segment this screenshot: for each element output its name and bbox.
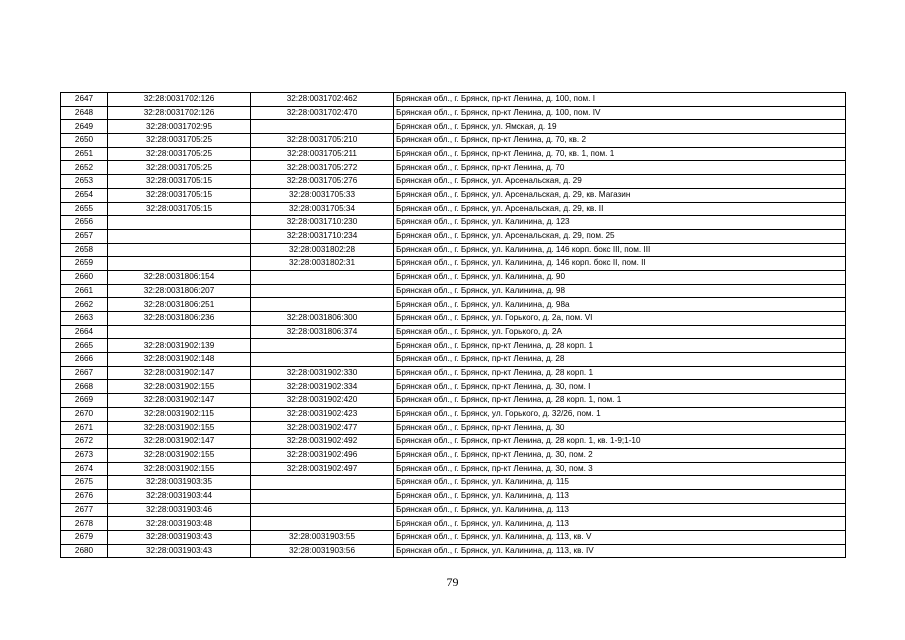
land-cadastral-number-cell xyxy=(108,229,251,243)
address-cell: Брянская обл., г. Брянск, ул. Арсенальская, д. 29, пом. 25 xyxy=(394,229,846,243)
address-cell: Брянская обл., г. Брянск, пр-кт Ленина, д. 30, пом. 3 xyxy=(394,462,846,476)
address-cell: Брянская обл., г. Брянск, пр-кт Ленина, д. 30, пом. 2 xyxy=(394,448,846,462)
object-cadastral-number-cell: 32:28:0031902:420 xyxy=(251,394,394,408)
object-cadastral-number-cell: 32:28:0031705:272 xyxy=(251,161,394,175)
table-row xyxy=(61,120,846,134)
object-cadastral-number-cell xyxy=(251,284,394,298)
row-number-cell: 2669 xyxy=(61,394,108,408)
table-row xyxy=(61,147,846,161)
table-row xyxy=(61,531,846,545)
address-cell: Брянская обл., г. Брянск, пр-кт Ленина, д. 70, кв. 2 xyxy=(394,134,846,148)
table-row xyxy=(61,134,846,148)
object-cadastral-number-cell: 32:28:0031902:330 xyxy=(251,366,394,380)
table-row xyxy=(61,229,846,243)
address-cell: Брянская обл., г. Брянск, пр-кт Ленина, д. 28 корп. 1, пом. 1 xyxy=(394,394,846,408)
table-row xyxy=(61,284,846,298)
row-number-cell: 2654 xyxy=(61,188,108,202)
table-row xyxy=(61,380,846,394)
land-cadastral-number-cell: 32:28:0031806:251 xyxy=(108,298,251,312)
address-cell: Брянская обл., г. Брянск, ул. Горького, д. 32/26, пом. 1 xyxy=(394,407,846,421)
table-row xyxy=(61,175,846,189)
object-cadastral-number-cell xyxy=(251,503,394,517)
row-number-cell: 2659 xyxy=(61,257,108,271)
address-cell: Брянская обл., г. Брянск, пр-кт Ленина, д. 28 корп. 1 xyxy=(394,339,846,353)
land-cadastral-number-cell: 32:28:0031903:43 xyxy=(108,531,251,545)
object-cadastral-number-cell: 32:28:0031705:211 xyxy=(251,147,394,161)
land-cadastral-number-cell xyxy=(108,243,251,257)
land-cadastral-number-cell: 32:28:0031705:25 xyxy=(108,134,251,148)
row-number-cell: 2648 xyxy=(61,106,108,120)
address-cell: Брянская обл., г. Брянск, ул. Калинина, д. 113, кв. IV xyxy=(394,544,846,558)
table-row xyxy=(61,106,846,120)
object-cadastral-number-cell: 32:28:0031702:470 xyxy=(251,106,394,120)
registry-table-body xyxy=(61,93,846,558)
land-cadastral-number-cell: 32:28:0031702:95 xyxy=(108,120,251,134)
address-cell: Брянская обл., г. Брянск, пр-кт Ленина, д. 28 корп. 1 xyxy=(394,366,846,380)
row-number-cell: 2652 xyxy=(61,161,108,175)
object-cadastral-number-cell xyxy=(251,476,394,490)
land-cadastral-number-cell xyxy=(108,216,251,230)
table-row xyxy=(61,325,846,339)
address-cell: Брянская обл., г. Брянск, ул. Калинина, д. 113 xyxy=(394,517,846,531)
address-cell: Брянская обл., г. Брянск, ул. Горького, д. 2а, пом. VI xyxy=(394,312,846,326)
table-row xyxy=(61,270,846,284)
table-row xyxy=(61,544,846,558)
address-cell: Брянская обл., г. Брянск, пр-кт Ленина, д. 100, пом. I xyxy=(394,93,846,107)
land-cadastral-number-cell xyxy=(108,325,251,339)
land-cadastral-number-cell: 32:28:0031705:25 xyxy=(108,161,251,175)
land-cadastral-number-cell: 32:28:0031903:48 xyxy=(108,517,251,531)
address-cell: Брянская обл., г. Брянск, ул. Горького, д. 2А xyxy=(394,325,846,339)
land-cadastral-number-cell: 32:28:0031902:155 xyxy=(108,462,251,476)
object-cadastral-number-cell: 32:28:0031705:276 xyxy=(251,175,394,189)
row-number-cell: 2653 xyxy=(61,175,108,189)
land-cadastral-number-cell: 32:28:0031705:15 xyxy=(108,175,251,189)
address-cell: Брянская обл., г. Брянск, пр-кт Ленина, д. 28 xyxy=(394,353,846,367)
row-number-cell: 2677 xyxy=(61,503,108,517)
address-cell: Брянская обл., г. Брянск, ул. Калинина, д. 146 корп. бокс II, пом. II xyxy=(394,257,846,271)
table-row xyxy=(61,462,846,476)
address-cell: Брянская обл., г. Брянск, пр-кт Ленина, д. 28 корп. 1, кв. 1-9;1-10 xyxy=(394,435,846,449)
land-cadastral-number-cell: 32:28:0031705:15 xyxy=(108,188,251,202)
row-number-cell: 2656 xyxy=(61,216,108,230)
object-cadastral-number-cell xyxy=(251,517,394,531)
row-number-cell: 2663 xyxy=(61,312,108,326)
object-cadastral-number-cell xyxy=(251,120,394,134)
object-cadastral-number-cell: 32:28:0031802:28 xyxy=(251,243,394,257)
land-cadastral-number-cell: 32:28:0031902:115 xyxy=(108,407,251,421)
row-number-cell: 2673 xyxy=(61,448,108,462)
table-row xyxy=(61,161,846,175)
object-cadastral-number-cell xyxy=(251,270,394,284)
object-cadastral-number-cell: 32:28:0031902:496 xyxy=(251,448,394,462)
address-cell: Брянская обл., г. Брянск, ул. Калинина, д. 98а xyxy=(394,298,846,312)
table-row xyxy=(61,517,846,531)
object-cadastral-number-cell: 32:28:0031902:497 xyxy=(251,462,394,476)
object-cadastral-number-cell: 32:28:0031705:34 xyxy=(251,202,394,216)
address-cell: Брянская обл., г. Брянск, пр-кт Ленина, д. 30 xyxy=(394,421,846,435)
row-number-cell: 2679 xyxy=(61,531,108,545)
object-cadastral-number-cell: 32:28:0031902:477 xyxy=(251,421,394,435)
object-cadastral-number-cell xyxy=(251,489,394,503)
row-number-cell: 2665 xyxy=(61,339,108,353)
table-row xyxy=(61,216,846,230)
address-cell: Брянская обл., г. Брянск, ул. Калинина, д. 90 xyxy=(394,270,846,284)
object-cadastral-number-cell: 32:28:0031806:300 xyxy=(251,312,394,326)
address-cell: Брянская обл., г. Брянск, ул. Арсенальская, д. 29 xyxy=(394,175,846,189)
row-number-cell: 2651 xyxy=(61,147,108,161)
address-cell: Брянская обл., г. Брянск, ул. Калинина, д. 123 xyxy=(394,216,846,230)
table-row xyxy=(61,188,846,202)
object-cadastral-number-cell: 32:28:0031902:334 xyxy=(251,380,394,394)
land-cadastral-number-cell: 32:28:0031902:155 xyxy=(108,421,251,435)
land-cadastral-number-cell: 32:28:0031806:207 xyxy=(108,284,251,298)
object-cadastral-number-cell: 32:28:0031705:33 xyxy=(251,188,394,202)
object-cadastral-number-cell xyxy=(251,339,394,353)
table-row xyxy=(61,93,846,107)
table-row xyxy=(61,339,846,353)
row-number-cell: 2680 xyxy=(61,544,108,558)
address-cell: Брянская обл., г. Брянск, пр-кт Ленина, д. 30, пом. I xyxy=(394,380,846,394)
row-number-cell: 2667 xyxy=(61,366,108,380)
row-number-cell: 2662 xyxy=(61,298,108,312)
table-row xyxy=(61,489,846,503)
row-number-cell: 2674 xyxy=(61,462,108,476)
table-row xyxy=(61,298,846,312)
land-cadastral-number-cell xyxy=(108,257,251,271)
land-cadastral-number-cell: 32:28:0031902:139 xyxy=(108,339,251,353)
object-cadastral-number-cell: 32:28:0031705:210 xyxy=(251,134,394,148)
row-number-cell: 2666 xyxy=(61,353,108,367)
object-cadastral-number-cell xyxy=(251,353,394,367)
land-cadastral-number-cell: 32:28:0031702:126 xyxy=(108,93,251,107)
address-cell: Брянская обл., г. Брянск, ул. Арсенальская, д. 29, кв. II xyxy=(394,202,846,216)
table-row xyxy=(61,407,846,421)
land-cadastral-number-cell: 32:28:0031806:236 xyxy=(108,312,251,326)
row-number-cell: 2672 xyxy=(61,435,108,449)
table-row xyxy=(61,421,846,435)
land-cadastral-number-cell: 32:28:0031903:46 xyxy=(108,503,251,517)
land-cadastral-number-cell: 32:28:0031806:154 xyxy=(108,270,251,284)
object-cadastral-number-cell: 32:28:0031903:55 xyxy=(251,531,394,545)
land-cadastral-number-cell: 32:28:0031705:15 xyxy=(108,202,251,216)
row-number-cell: 2671 xyxy=(61,421,108,435)
row-number-cell: 2649 xyxy=(61,120,108,134)
land-cadastral-number-cell: 32:28:0031903:44 xyxy=(108,489,251,503)
row-number-cell: 2676 xyxy=(61,489,108,503)
object-cadastral-number-cell: 32:28:0031903:56 xyxy=(251,544,394,558)
address-cell: Брянская обл., г. Брянск, ул. Калинина, д. 115 xyxy=(394,476,846,490)
address-cell: Брянская обл., г. Брянск, ул. Калинина, д. 113, кв. V xyxy=(394,531,846,545)
address-cell: Брянская обл., г. Брянск, ул. Калинина, д. 98 xyxy=(394,284,846,298)
row-number-cell: 2655 xyxy=(61,202,108,216)
row-number-cell: 2661 xyxy=(61,284,108,298)
object-cadastral-number-cell xyxy=(251,298,394,312)
object-cadastral-number-cell: 32:28:0031902:423 xyxy=(251,407,394,421)
table-row xyxy=(61,257,846,271)
land-cadastral-number-cell: 32:28:0031902:155 xyxy=(108,448,251,462)
table-row xyxy=(61,435,846,449)
land-cadastral-number-cell: 32:28:0031902:155 xyxy=(108,380,251,394)
land-cadastral-number-cell: 32:28:0031902:147 xyxy=(108,435,251,449)
table-row xyxy=(61,312,846,326)
row-number-cell: 2657 xyxy=(61,229,108,243)
land-cadastral-number-cell: 32:28:0031702:126 xyxy=(108,106,251,120)
object-cadastral-number-cell: 32:28:0031702:462 xyxy=(251,93,394,107)
address-cell: Брянская обл., г. Брянск, пр-кт Ленина, д. 70, кв. 1, пом. 1 xyxy=(394,147,846,161)
address-cell: Брянская обл., г. Брянск, ул. Калинина, д. 113 xyxy=(394,489,846,503)
row-number-cell: 2678 xyxy=(61,517,108,531)
land-cadastral-number-cell: 32:28:0031902:147 xyxy=(108,394,251,408)
address-cell: Брянская обл., г. Брянск, ул. Ямская, д. 19 xyxy=(394,120,846,134)
row-number-cell: 2675 xyxy=(61,476,108,490)
row-number-cell: 2658 xyxy=(61,243,108,257)
object-cadastral-number-cell: 32:28:0031710:230 xyxy=(251,216,394,230)
row-number-cell: 2668 xyxy=(61,380,108,394)
land-cadastral-number-cell: 32:28:0031902:148 xyxy=(108,353,251,367)
object-cadastral-number-cell: 32:28:0031806:374 xyxy=(251,325,394,339)
address-cell: Брянская обл., г. Брянск, ул. Калинина, д. 146 корп. бокс III, пом. III xyxy=(394,243,846,257)
row-number-cell: 2650 xyxy=(61,134,108,148)
address-cell: Брянская обл., г. Брянск, ул. Арсенальская, д. 29, кв. Магазин xyxy=(394,188,846,202)
table-row xyxy=(61,476,846,490)
table-row xyxy=(61,366,846,380)
row-number-cell: 2664 xyxy=(61,325,108,339)
page-number: 79 xyxy=(446,575,459,589)
table-row xyxy=(61,448,846,462)
address-cell: Брянская обл., г. Брянск, ул. Калинина, д. 113 xyxy=(394,503,846,517)
row-number-cell: 2647 xyxy=(61,93,108,107)
land-cadastral-number-cell: 32:28:0031903:35 xyxy=(108,476,251,490)
table-row xyxy=(61,202,846,216)
registry-table xyxy=(60,92,846,558)
table-row xyxy=(61,353,846,367)
row-number-cell: 2670 xyxy=(61,407,108,421)
table-row xyxy=(61,503,846,517)
table-row xyxy=(61,243,846,257)
table-row xyxy=(61,394,846,408)
object-cadastral-number-cell: 32:28:0031710:234 xyxy=(251,229,394,243)
object-cadastral-number-cell: 32:28:0031902:492 xyxy=(251,435,394,449)
object-cadastral-number-cell: 32:28:0031802:31 xyxy=(251,257,394,271)
address-cell: Брянская обл., г. Брянск, пр-кт Ленина, д. 100, пом. IV xyxy=(394,106,846,120)
land-cadastral-number-cell: 32:28:0031902:147 xyxy=(108,366,251,380)
address-cell: Брянская обл., г. Брянск, пр-кт Ленина, д. 70 xyxy=(394,161,846,175)
land-cadastral-number-cell: 32:28:0031903:43 xyxy=(108,544,251,558)
row-number-cell: 2660 xyxy=(61,270,108,284)
land-cadastral-number-cell: 32:28:0031705:25 xyxy=(108,147,251,161)
